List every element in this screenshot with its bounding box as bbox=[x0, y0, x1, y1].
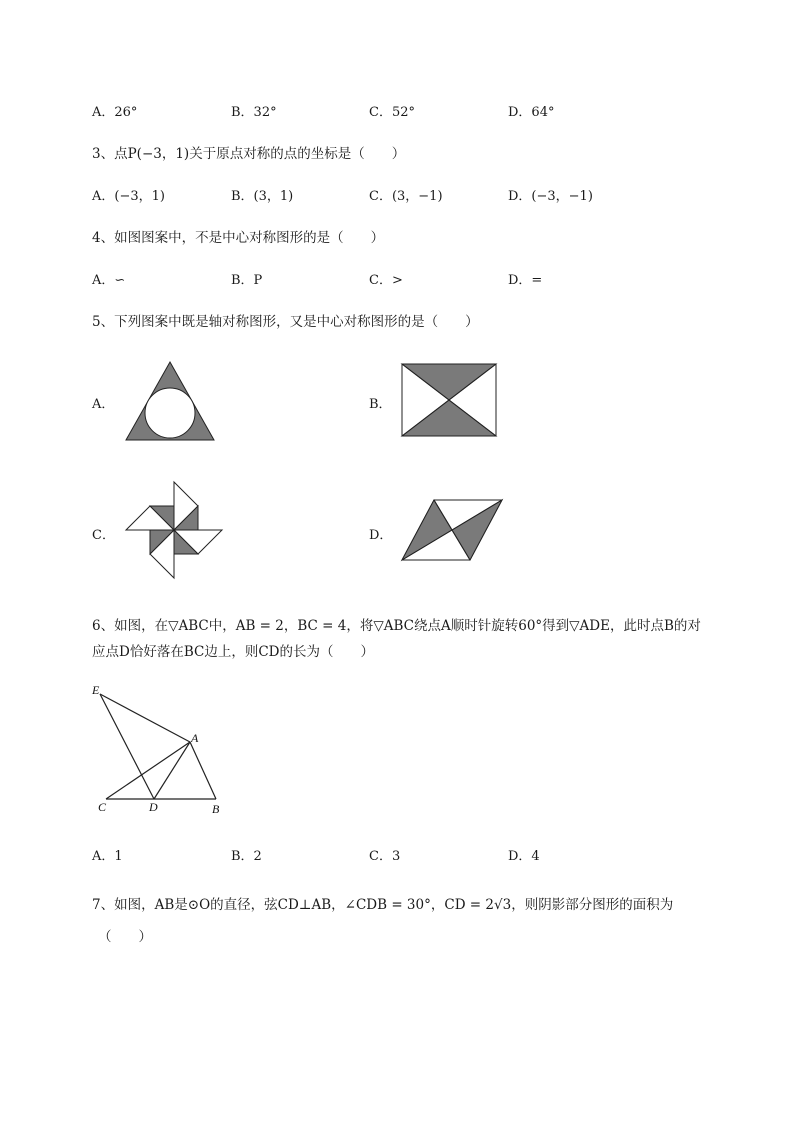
q3-stem: 3、点P(−3，1)关于原点对称的点的坐标是（ ） bbox=[92, 146, 406, 162]
q7-stem-line1: 7、如图，AB是⊙O的直径，弦CD⊥AB，∠CDB = 30°，CD = 2√3，则阴影部分图形的面积为 bbox=[92, 897, 674, 913]
q3-option-d: D．(−3，−1) bbox=[508, 189, 593, 204]
q6-label-e: E bbox=[92, 683, 100, 697]
q4-stem: 4、如图图案中，不是中心对称图形的是（ ） bbox=[92, 230, 385, 246]
q6-stem-line1: 6、如图，在▽ABC中，AB = 2，BC = 4，将▽ABC绕点A顺时针旋转60°得到▽ADE，此时点B的对 bbox=[92, 618, 701, 634]
q6-label-d: D bbox=[149, 800, 158, 814]
q5-figure-d bbox=[400, 498, 506, 564]
q5-label-a: A． bbox=[92, 397, 115, 412]
q6-label-a: A bbox=[191, 731, 199, 745]
q6-label-b: B bbox=[212, 802, 220, 816]
q4-option-c: C．> bbox=[369, 273, 403, 288]
q5-label-d: D． bbox=[369, 528, 393, 543]
q5-label-c: C． bbox=[92, 528, 115, 543]
q3-option-a: A．(−3，1) bbox=[92, 189, 165, 204]
q5-stem: 5、下列图案中既是轴对称图形，又是中心对称图形的是（ ） bbox=[92, 314, 479, 330]
q4-option-a: A．∽ bbox=[92, 273, 126, 288]
q4-option-b: B．P bbox=[231, 273, 263, 288]
q5-figure-a bbox=[120, 358, 224, 446]
q6-label-c: C bbox=[98, 800, 107, 814]
q6-option-c: C．3 bbox=[369, 849, 401, 864]
q6-option-d: D．4 bbox=[508, 849, 540, 864]
q5-figure-c bbox=[124, 480, 226, 580]
q6-stem-line2: 应点D恰好落在BC边上，则CD的长为（ ） bbox=[92, 644, 374, 660]
q3-option-c: C．(3，−1) bbox=[369, 189, 443, 204]
q2-option-a: A．26° bbox=[92, 105, 138, 120]
q6-option-b: B．2 bbox=[231, 849, 262, 864]
q5-figure-b bbox=[400, 362, 500, 438]
q3-option-b: B．(3，1) bbox=[231, 189, 294, 204]
q7-stem-line2: （ ） bbox=[98, 929, 152, 945]
q5-label-b: B． bbox=[369, 397, 392, 412]
q6-figure bbox=[88, 682, 228, 816]
q2-option-b: B．32° bbox=[231, 105, 277, 120]
q6-option-a: A．1 bbox=[92, 849, 123, 864]
q2-option-d: D．64° bbox=[508, 105, 555, 120]
q2-option-c: C．52° bbox=[369, 105, 415, 120]
q4-option-d: D．= bbox=[508, 273, 543, 288]
